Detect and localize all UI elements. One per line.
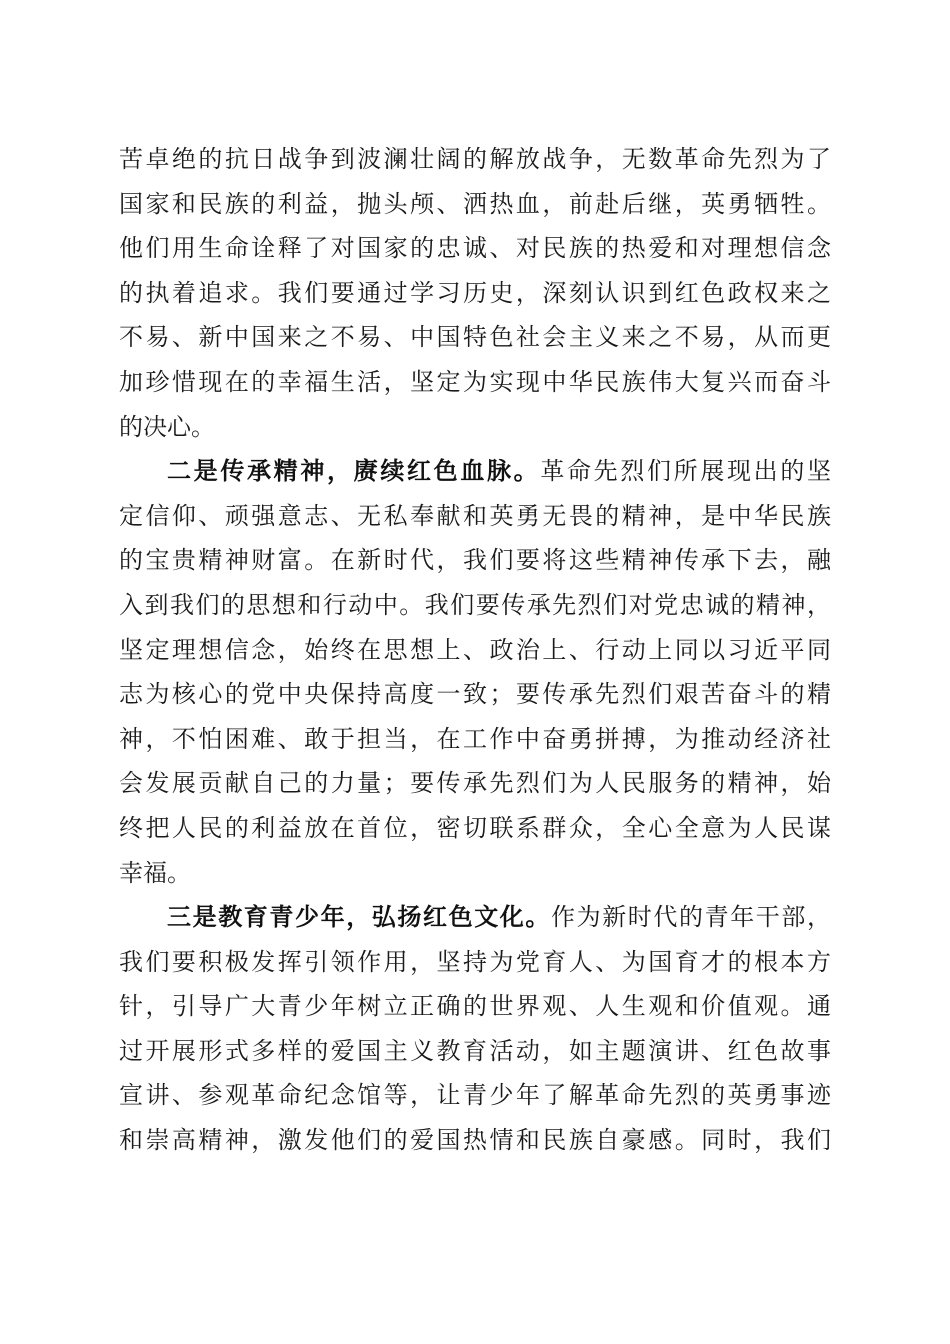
text-line: 针，引导广大青少年树立正确的世界观、人生观和价值观。通 [119,992,831,1021]
paragraph-educate-youth [119,895,831,1163]
text-line: 定信仰、顽强意志、无私奉献和英勇无畏的精神，是中华民族 [119,501,831,530]
text-line: 入到我们的思想和行动中。我们要传承先烈们对党忠诚的精神， [119,590,831,619]
text-line: 加珍惜现在的幸福生活，坚定为实现中华民族伟大复兴而奋斗 [119,367,831,396]
paragraph-history [119,137,831,449]
text-line: 幸福。 [119,858,191,887]
paragraph-heading: 三是教育青少年，弘扬红色文化。 [167,902,551,932]
paragraph-inherit-spirit [119,449,831,895]
text-line: 神，不怕困难、敢于担当，在工作中奋勇拼搏，为推动经济社 [119,724,831,753]
paragraph-first-line [119,449,831,494]
text-line: 的决心。 [119,412,215,441]
text-line: 过开展形式多样的爱国主义教育活动，如主题演讲、红色故事 [119,1036,831,1065]
text-line: 的宝贵精神财富。在新时代，我们要将这些精神传承下去，融 [119,546,831,575]
text-span: 革命先烈们所展现出的坚 [540,457,832,486]
text-line: 的执着追求。我们要通过学习历史，深刻认识到红色政权来之 [119,278,831,307]
paragraph-heading: 二是传承精神，赓续红色血脉。 [167,456,541,486]
text-line: 坚定理想信念，始终在思想上、政治上、行动上同以习近平同 [119,635,831,664]
text-span: 作为新时代的青年干部， [551,903,831,932]
text-line: 国家和民族的利益，抛头颅、洒热血，前赴后继，英勇牺牲。 [119,189,831,218]
text-line: 不易、新中国来之不易、中国特色社会主义来之不易，从而更 [119,323,831,352]
text-line: 宣讲、参观革命纪念馆等，让青少年了解革命先烈的英勇事迹 [119,1081,831,1110]
text-line: 和崇高精神，激发他们的爱国热情和民族自豪感。同时，我们 [119,1126,831,1155]
text-line: 终把人民的利益放在首位，密切联系群众，全心全意为人民谋 [119,813,831,842]
text-line: 会发展贡献自己的力量；要传承先烈们为人民服务的精神，始 [119,769,831,798]
paragraph-first-line [119,895,831,940]
text-line: 苦卓绝的抗日战争到波澜壮阔的解放战争，无数革命先烈为了 [119,145,831,173]
text-line: 他们用生命诠释了对国家的忠诚、对民族的热爱和对理想信念 [119,234,831,263]
document-body [119,137,831,1163]
text-line: 我们要积极发挥引领作用，坚持为党育人、为国育才的根本方 [119,947,831,976]
text-line: 志为核心的党中央保持高度一致；要传承先烈们艰苦奋斗的精 [119,680,831,709]
